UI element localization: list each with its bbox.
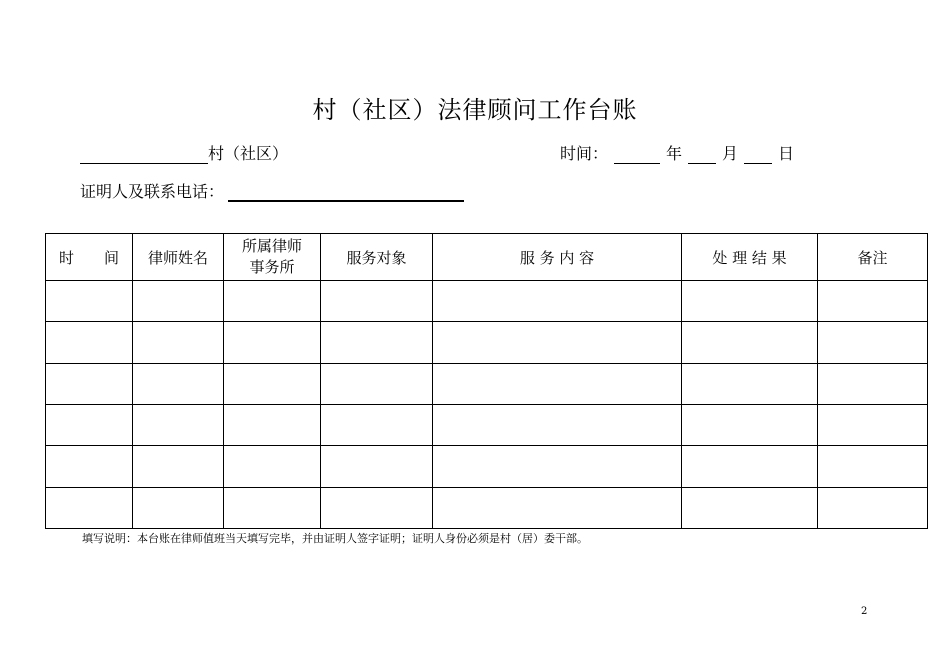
- month-label: 月: [722, 144, 739, 163]
- village-name-blank[interactable]: [80, 141, 208, 164]
- table-row: [46, 487, 928, 528]
- table-cell[interactable]: [133, 363, 224, 404]
- table-cell[interactable]: [46, 446, 133, 487]
- table-cell[interactable]: [321, 322, 433, 363]
- table-row: [46, 363, 928, 404]
- fill-instructions: 填写说明：本台账在律师值班当天填写完毕，并由证明人签字证明；证明人身份必须是村（居）委干部。: [82, 532, 588, 545]
- table-cell[interactable]: [433, 281, 682, 322]
- table-cell[interactable]: [321, 404, 433, 445]
- year-blank[interactable]: [614, 141, 660, 164]
- table-cell[interactable]: [818, 363, 928, 404]
- table-cell[interactable]: [46, 487, 133, 528]
- table-cell[interactable]: [46, 363, 133, 404]
- col-header-law-firm: [224, 234, 321, 281]
- table-cell[interactable]: [818, 322, 928, 363]
- table-cell[interactable]: [321, 446, 433, 487]
- table-cell[interactable]: [46, 404, 133, 445]
- table-cell[interactable]: [433, 322, 682, 363]
- page-title: 村（社区）法律顾问工作台账: [312, 96, 638, 124]
- village-label: 村（社区）: [208, 144, 289, 163]
- day-label: 日: [778, 144, 795, 163]
- table-cell[interactable]: [682, 322, 818, 363]
- table-row: [46, 446, 928, 487]
- year-label: 年: [666, 144, 683, 163]
- law-firm-line2: 事务所: [249, 258, 295, 276]
- witness-line: [80, 170, 464, 202]
- table-row: [46, 322, 928, 363]
- table-cell[interactable]: [133, 487, 224, 528]
- table-cell[interactable]: [818, 404, 928, 445]
- table-cell[interactable]: [224, 404, 321, 445]
- table-cell[interactable]: [133, 446, 224, 487]
- village-line: [80, 134, 288, 164]
- col-header-remarks: 备注: [818, 234, 928, 281]
- date-line: [560, 134, 794, 164]
- law-firm-line1: 所属律师: [241, 237, 302, 255]
- table-cell[interactable]: [682, 446, 818, 487]
- table-row: [46, 404, 928, 445]
- col-header-service-content: 服 务 内 容: [433, 234, 682, 281]
- table-cell[interactable]: [133, 322, 224, 363]
- table-cell[interactable]: [682, 404, 818, 445]
- table-cell[interactable]: [682, 281, 818, 322]
- page-number: 2: [861, 606, 868, 617]
- table-cell[interactable]: [433, 487, 682, 528]
- witness-label: 证明人及联系电话：: [80, 182, 225, 201]
- col-header-time: 时 间: [46, 234, 133, 281]
- table-cell[interactable]: [818, 487, 928, 528]
- day-blank[interactable]: [744, 141, 772, 164]
- table-cell[interactable]: [818, 281, 928, 322]
- table-cell[interactable]: [321, 487, 433, 528]
- table-cell[interactable]: [224, 487, 321, 528]
- month-blank[interactable]: [688, 141, 716, 164]
- col-header-result: 处 理 结 果: [682, 234, 818, 281]
- table-cell[interactable]: [682, 363, 818, 404]
- table-header-row: [46, 234, 928, 281]
- time-label: 时间：: [560, 144, 609, 163]
- table-cell[interactable]: [818, 446, 928, 487]
- col-header-service-target: 服务对象: [321, 234, 433, 281]
- table-cell[interactable]: [224, 322, 321, 363]
- table-cell[interactable]: [321, 363, 433, 404]
- witness-blank[interactable]: [228, 178, 464, 202]
- table-cell[interactable]: [224, 446, 321, 487]
- table-cell[interactable]: [224, 281, 321, 322]
- table-cell[interactable]: [321, 281, 433, 322]
- col-header-lawyer-name: 律师姓名: [133, 234, 224, 281]
- table-cell[interactable]: [46, 322, 133, 363]
- ledger-table: [45, 233, 928, 529]
- table-cell[interactable]: [133, 281, 224, 322]
- table-cell[interactable]: [224, 363, 321, 404]
- table-cell[interactable]: [133, 404, 224, 445]
- table-cell[interactable]: [682, 487, 818, 528]
- law-firm-label: [242, 236, 302, 278]
- table-cell[interactable]: [433, 446, 682, 487]
- table-row: [46, 281, 928, 322]
- table-cell[interactable]: [433, 404, 682, 445]
- table-cell[interactable]: [433, 363, 682, 404]
- table-cell[interactable]: [46, 281, 133, 322]
